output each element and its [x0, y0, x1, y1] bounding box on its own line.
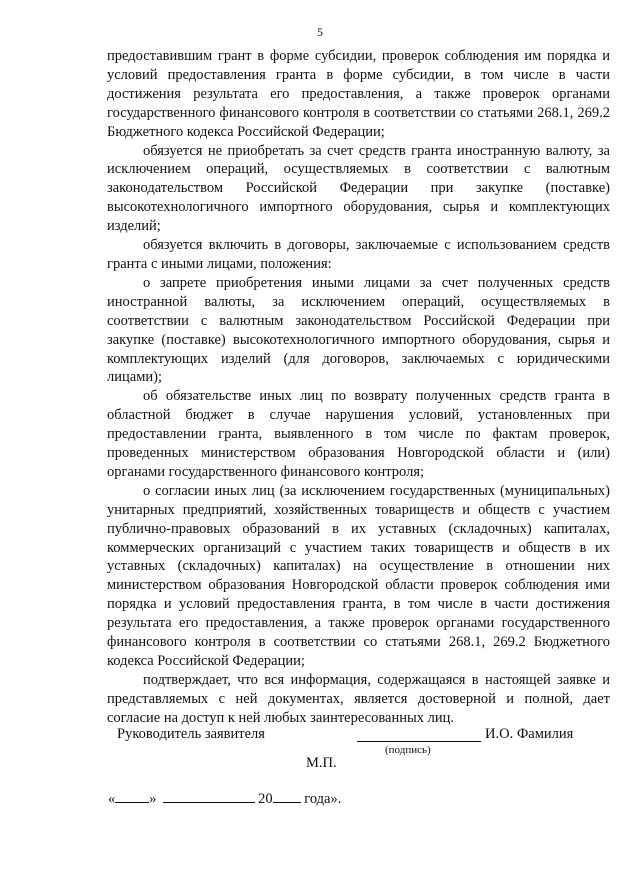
month-blank	[163, 790, 255, 803]
page-number: 5	[317, 25, 323, 39]
signer-name: И.О. Фамилия	[485, 726, 574, 742]
paragraph-7: подтверждает, что вся информация, содержащаяся в настоящей заявке и представляемых с ней документах, является достоверной и полной, дает согласие на доступ к ней любых заинтересованных лиц.	[107, 671, 610, 726]
document-body	[107, 47, 610, 728]
date-open-quote: «	[108, 791, 116, 807]
signer-role: Руководитель заявителя	[117, 726, 265, 742]
date-suffix: года».	[300, 791, 342, 807]
date-close-quote: »	[149, 791, 157, 807]
paragraph-3: обязуется включить в договоры, заключаемые с использованием средств гранта с иными лицами, положения:	[107, 237, 610, 272]
paragraph-6: о согласии иных лиц (за исключением государственных (муниципальных) унитарных предприятий, хозяйственных товариществ и обществ с участием публично-правовых образований в их уставных (складочных) капиталах, коммерческих организаций с участием таких товариществ и обществ в их уставных (складочных) капиталах) на осуществление в отношении них министерством образования Новгородской области проверок соблюдения ими порядка и условий предоставления гранта, в том числе в части достижения результата его предоставления, а также проверок органами государственного финансового контроля в соответствии со статьями 268.1, 269.2 Бюджетного кодекса Российской Федерации;	[107, 482, 610, 669]
day-blank	[115, 790, 149, 803]
stamp-placeholder: М.П.	[306, 755, 337, 771]
paragraph-1: предоставившим грант в форме субсидии, проверок соблюдения им порядка и условий предоставления гранта в форме субсидии, в том числе в части достижения результата его предоставления, а также проверок органами государственного финансового контроля в соответствии со статьями 268.1, 269.2 Бюджетного кодекса Российской Федерации;	[107, 48, 610, 140]
signature-row	[117, 726, 587, 746]
date-row	[108, 790, 341, 808]
signature-line	[357, 741, 481, 742]
paragraph-4: о запрете приобретения иными лицами за счет полученных средств иностранной валюты, за исключением операций, осуществляемых в соответствии с валютным законодательством Российской Федерации при закупке (поставке) высокотехнологичного импортного оборудования, сырья и комплектующих изделий (для договоров, заключаемых с юридическими лицами);	[107, 274, 610, 386]
paragraph-5: об обязательстве иных лиц по возврату полученных средств гранта в областной бюджет в случае нарушения условий, установленных при предоставлении гранта, выявленного в том числе по фактам проверок, проведенных министерством образования Новгородской области и (или) органами государственного финансового контроля;	[107, 388, 610, 480]
signature-caption: (подпись)	[385, 744, 431, 756]
year-blank	[273, 790, 301, 803]
paragraph-2: обязуется не приобретать за счет средств гранта иностранную валюту, за исключением операций, осуществляемых в соответствии с валютным законодательством Российской Федерации при закупке (поставке) высокотехнологичного импортного оборудования, сырья и комплектующих изделий;	[107, 142, 610, 235]
year-prefix: 20	[258, 791, 273, 807]
